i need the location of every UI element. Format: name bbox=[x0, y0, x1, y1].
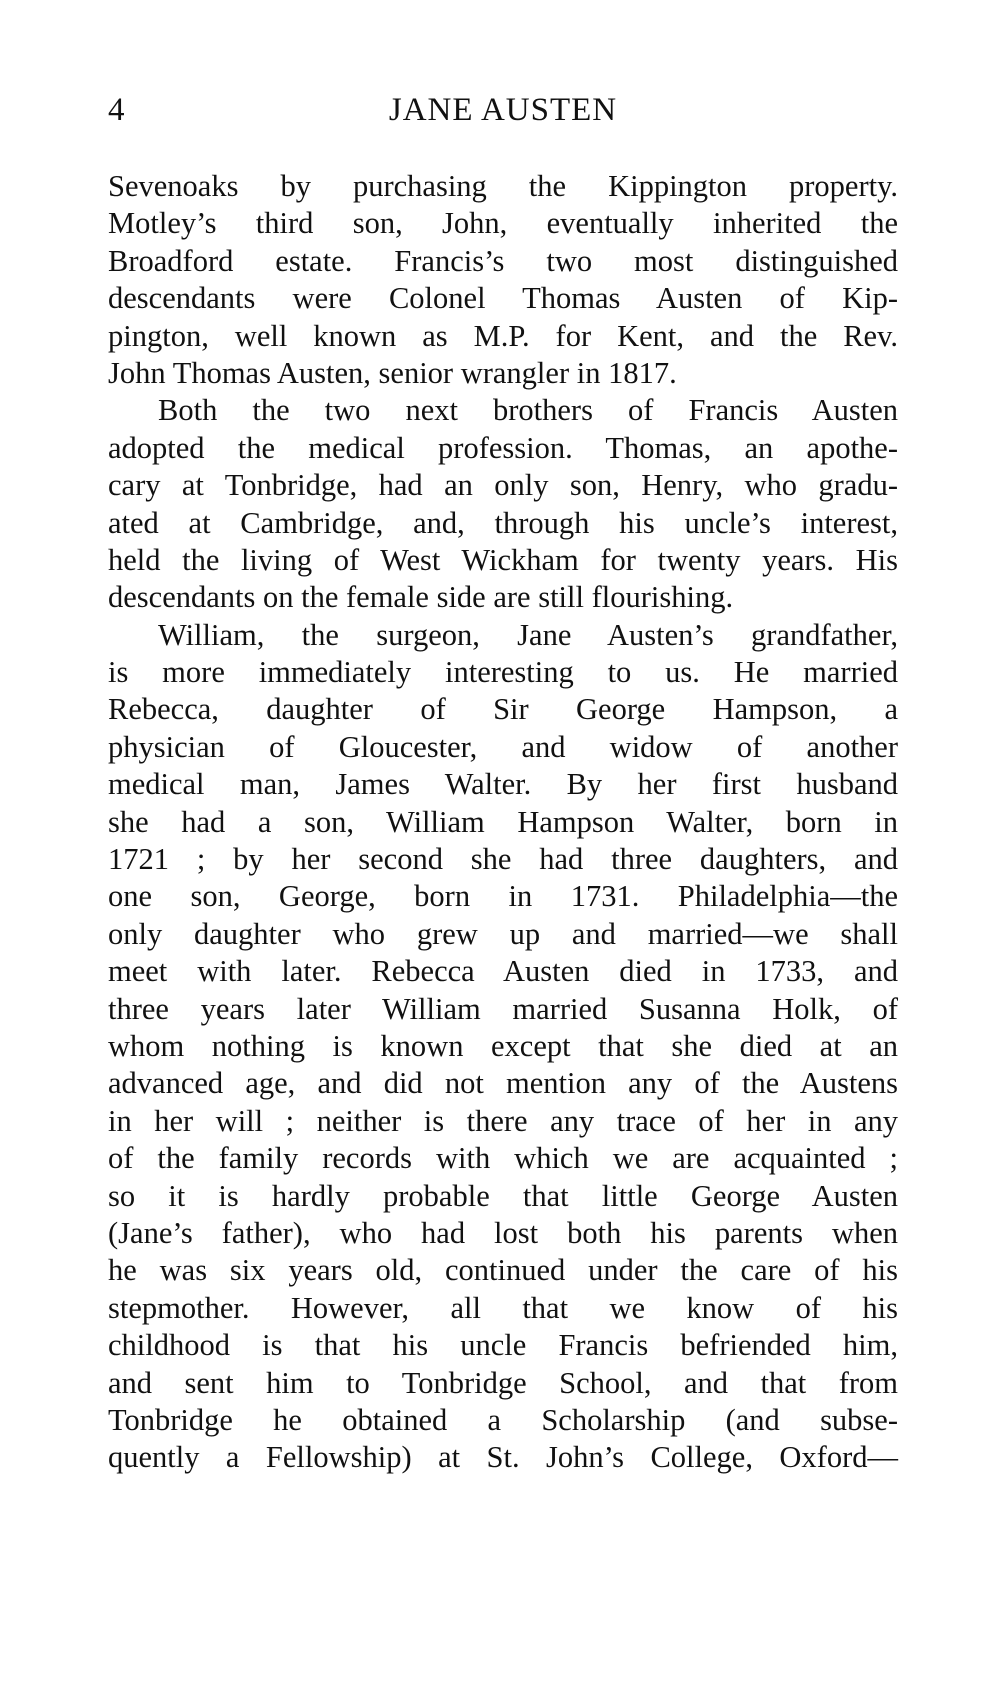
text-body bbox=[108, 168, 898, 1477]
text-line: quently a Fellowship) at St. John’s College, Oxford— bbox=[108, 1440, 898, 1475]
text-line: Both the two next brothers of Francis Austen bbox=[158, 393, 898, 428]
text-line: pington, well known as M.P. for Kent, and the Rev. bbox=[108, 318, 898, 353]
text-line: stepmother. However, all that we know of his bbox=[108, 1290, 898, 1325]
text-line: in her will ; neither is there any trace of her in any bbox=[108, 1103, 898, 1138]
paragraph-1 bbox=[108, 168, 898, 392]
text-line: Motley’s third son, John, eventually inherited the bbox=[108, 206, 898, 241]
text-line: Sevenoaks by purchasing the Kippington property. bbox=[108, 169, 898, 203]
text-line: meet with later. Rebecca Austen died in 1733, and bbox=[108, 954, 898, 989]
text-line: descendants on the female side are still flourishing. bbox=[108, 580, 734, 615]
text-line: three years later William married Susanna Holk, of bbox=[108, 991, 898, 1026]
text-line: he was six years old, continued under the care of his bbox=[108, 1253, 898, 1288]
text-line: adopted the medical profession. Thomas, an apothe- bbox=[108, 430, 898, 465]
text-line: Tonbridge he obtained a Scholarship (and subse- bbox=[108, 1402, 898, 1437]
text-line: Rebecca, daughter of Sir George Hampson, a bbox=[108, 692, 898, 727]
text-line: held the living of West Wickham for twenty years. His bbox=[108, 542, 898, 577]
text-line: of the family records with which we are acquainted ; bbox=[108, 1141, 898, 1176]
page-number: 4 bbox=[108, 92, 125, 128]
text-line: so it is hardly probable that little George Austen bbox=[108, 1178, 898, 1213]
text-line: and sent him to Tonbridge School, and that from bbox=[108, 1365, 898, 1400]
paragraph-2 bbox=[108, 392, 898, 616]
text-line: cary at Tonbridge, had an only son, Henry, who gradu- bbox=[108, 468, 898, 503]
text-line: Broadford estate. Francis’s two most distinguished bbox=[108, 243, 898, 278]
paragraph-3 bbox=[108, 617, 898, 1477]
text-line: 1721 ; by her second she had three daughters, and bbox=[108, 842, 898, 877]
page-header bbox=[108, 92, 898, 142]
text-line: descendants were Colonel Thomas Austen of Kip- bbox=[108, 281, 898, 316]
text-line: physician of Gloucester, and widow of another bbox=[108, 729, 898, 764]
text-line: William, the surgeon, Jane Austen’s grandfather, bbox=[158, 617, 898, 652]
text-line: one son, George, born in 1731. Philadelphia—the bbox=[108, 879, 898, 914]
running-head: JANE AUSTEN bbox=[388, 92, 618, 128]
text-line: medical man, James Walter. By her first husband bbox=[108, 767, 898, 802]
text-line: only daughter who grew up and married—we shall bbox=[108, 916, 898, 951]
text-line: (Jane’s father), who had lost both his parents when bbox=[108, 1215, 898, 1250]
text-line: childhood is that his uncle Francis befriended him, bbox=[108, 1328, 898, 1363]
text-line: whom nothing is known except that she died at an bbox=[108, 1028, 898, 1063]
text-line: is more immediately interesting to us. He married bbox=[108, 655, 898, 690]
text-line: John Thomas Austen, senior wrangler in 1817. bbox=[108, 355, 677, 390]
text-line: advanced age, and did not mention any of the Austens bbox=[108, 1066, 898, 1101]
text-line: she had a son, William Hampson Walter, born in bbox=[108, 804, 898, 839]
text-line: ated at Cambridge, and, through his uncle’s interest, bbox=[108, 505, 898, 540]
